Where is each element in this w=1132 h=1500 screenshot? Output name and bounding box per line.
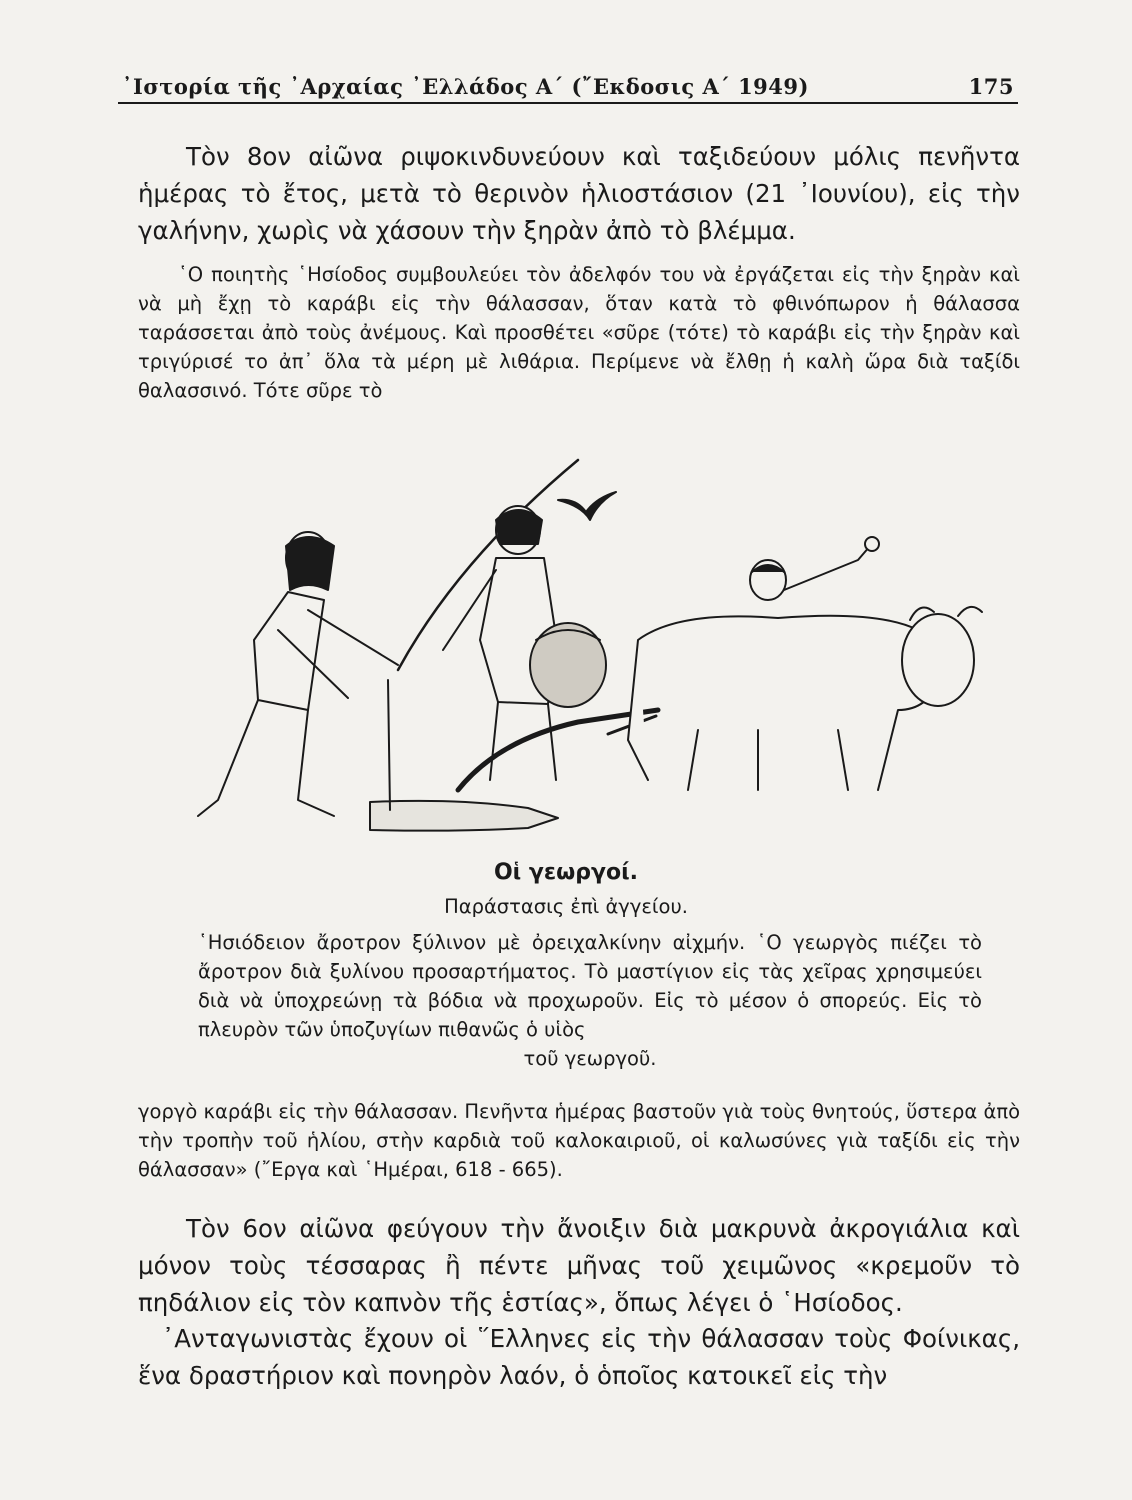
bird-icon xyxy=(558,492,616,520)
paragraph-text: Τὸν 8ον αἰῶνα ριψοκινδυνεύουν καὶ ταξιδεύουν μόλις πενῆντα ἡμέρας τὸ ἔτος, μετὰ τὸ θερινὸν ἡλιοστάσιον (21 ᾿Ιουνίου), εἰς τὴν γαλήνην, χωρὶς νὰ χάσουν τὴν ξηρὰν ἀπὸ τὸ βλέμμα. xyxy=(138,142,1020,245)
paragraph-6th-century xyxy=(138,1210,1020,1321)
paragraph-text: ῾Ο ποιητὴς ῾Ησίοδος συμβουλεύει τὸν ἀδελφόν του νὰ ἐργάζεται εἰς τὴν ξηρὰν καὶ νὰ μὴ ἔχῃ τὸ καράβι εἰς τὴν θάλασσαν, ὅταν κατὰ τὸ φθινόπωρον ἡ θάλασσα ταράσσεται ἀπὸ τοὺς ἀνέμους. Καὶ προσθέτει «σῦρε (τότε) τὸ καράβι εἰς τὴν ξηρὰν καὶ τριγύρισέ το ἀπ᾿ ὅλα τὰ μέρη μὲ λιθάρια. Περίμενε νὰ ἔλθῃ ἡ καλὴ ὥρα διὰ ταξίδι θαλασσινό. Τότε σῦρε τὸ xyxy=(138,263,1020,402)
figure-description xyxy=(198,928,982,1073)
farmers-plowing-illustration-icon xyxy=(158,440,1008,850)
paragraph-8th-century xyxy=(138,138,1020,249)
paragraph-text: γοργὸ καράβι εἰς τὴν θάλασσαν. Πενῆντα ἡμέρας βαστοῦν γιὰ τοὺς θνητούς, ὕστερα ἀπὸ τὴν τροπὴν τοῦ ἡλίου, στὴν καρδιὰ τοῦ καλοκαιριοῦ, οἱ καλωσύνες γιὰ ταξίδι εἰς τὴν θάλασσαν» (῎Εργα καὶ ῾Ημέραι, 618 - 665). xyxy=(138,1100,1021,1181)
paragraph-hesiod-quote-continued xyxy=(138,1097,1020,1184)
paragraph-phoenicians xyxy=(138,1320,1020,1394)
figure-description-text: ῾Ησιόδειον ἄροτρον ξύλινον μὲ ὀρειχαλκίνην αἰχμήν. ῾Ο γεωργὸς πιέζει τὸ ἄροτρον διὰ ξυλίνου προσαρτήματος. Τὸ μαστίγιον εἰς τὰς χεῖρας χρησιμεύει διὰ νὰ ὑποχρεώνῃ τὰ βόδια νὰ προχωροῦν. Εἰς τὸ μέσον ὁ σπορεύς. Εἰς τὸ πλευρὸν τῶν ὑποζυγίων πιθανῶς ὁ υἱὸς xyxy=(198,931,982,1041)
figure-subtitle: Παράστασις ἐπὶ ἀγγείου. xyxy=(444,895,688,918)
figure-title: Οἱ γεωργοί. xyxy=(493,860,639,885)
paragraph-text: Τὸν 6ον αἰῶνα φεύγουν τὴν ἄνοιξιν διὰ μακρυνὰ ἀκρογιάλια καὶ μόνον τοὺς τέσσαρας ἢ πέντε μῆνας τοῦ χειμῶνος «κρεμοῦν τὸ πηδάλιον εἰς τὸν καπνὸν τῆς ἑστίας», ὅπως λέγει ὁ ῾Ησίοδος. xyxy=(138,1214,1020,1317)
boy-figure-icon xyxy=(750,537,879,600)
paragraph-text: ᾿Ανταγωνιστὰς ἔχουν οἱ ῞Ελληνες εἰς τὴν θάλασσαν τοὺς Φοίνικας, ἕνα δραστήριον καὶ πονηρὸν λαόν, ὁ ὁποῖος κατοικεῖ εἰς τὴν xyxy=(138,1324,1020,1390)
paragraph-hesiod-quote xyxy=(138,260,1020,405)
running-header xyxy=(118,72,1018,104)
page-number: 175 xyxy=(968,74,1014,99)
oxen-icon xyxy=(628,607,982,790)
header-title: ᾿Ιστορία τῆς ᾿Αρχαίας ᾿Ελλάδος Α΄ (῎Εκδοσις Α΄ 1949) xyxy=(122,74,809,99)
farmer-figure-icon xyxy=(198,532,398,816)
figure-description-last-line: τοῦ γεωργοῦ. xyxy=(523,1047,657,1070)
